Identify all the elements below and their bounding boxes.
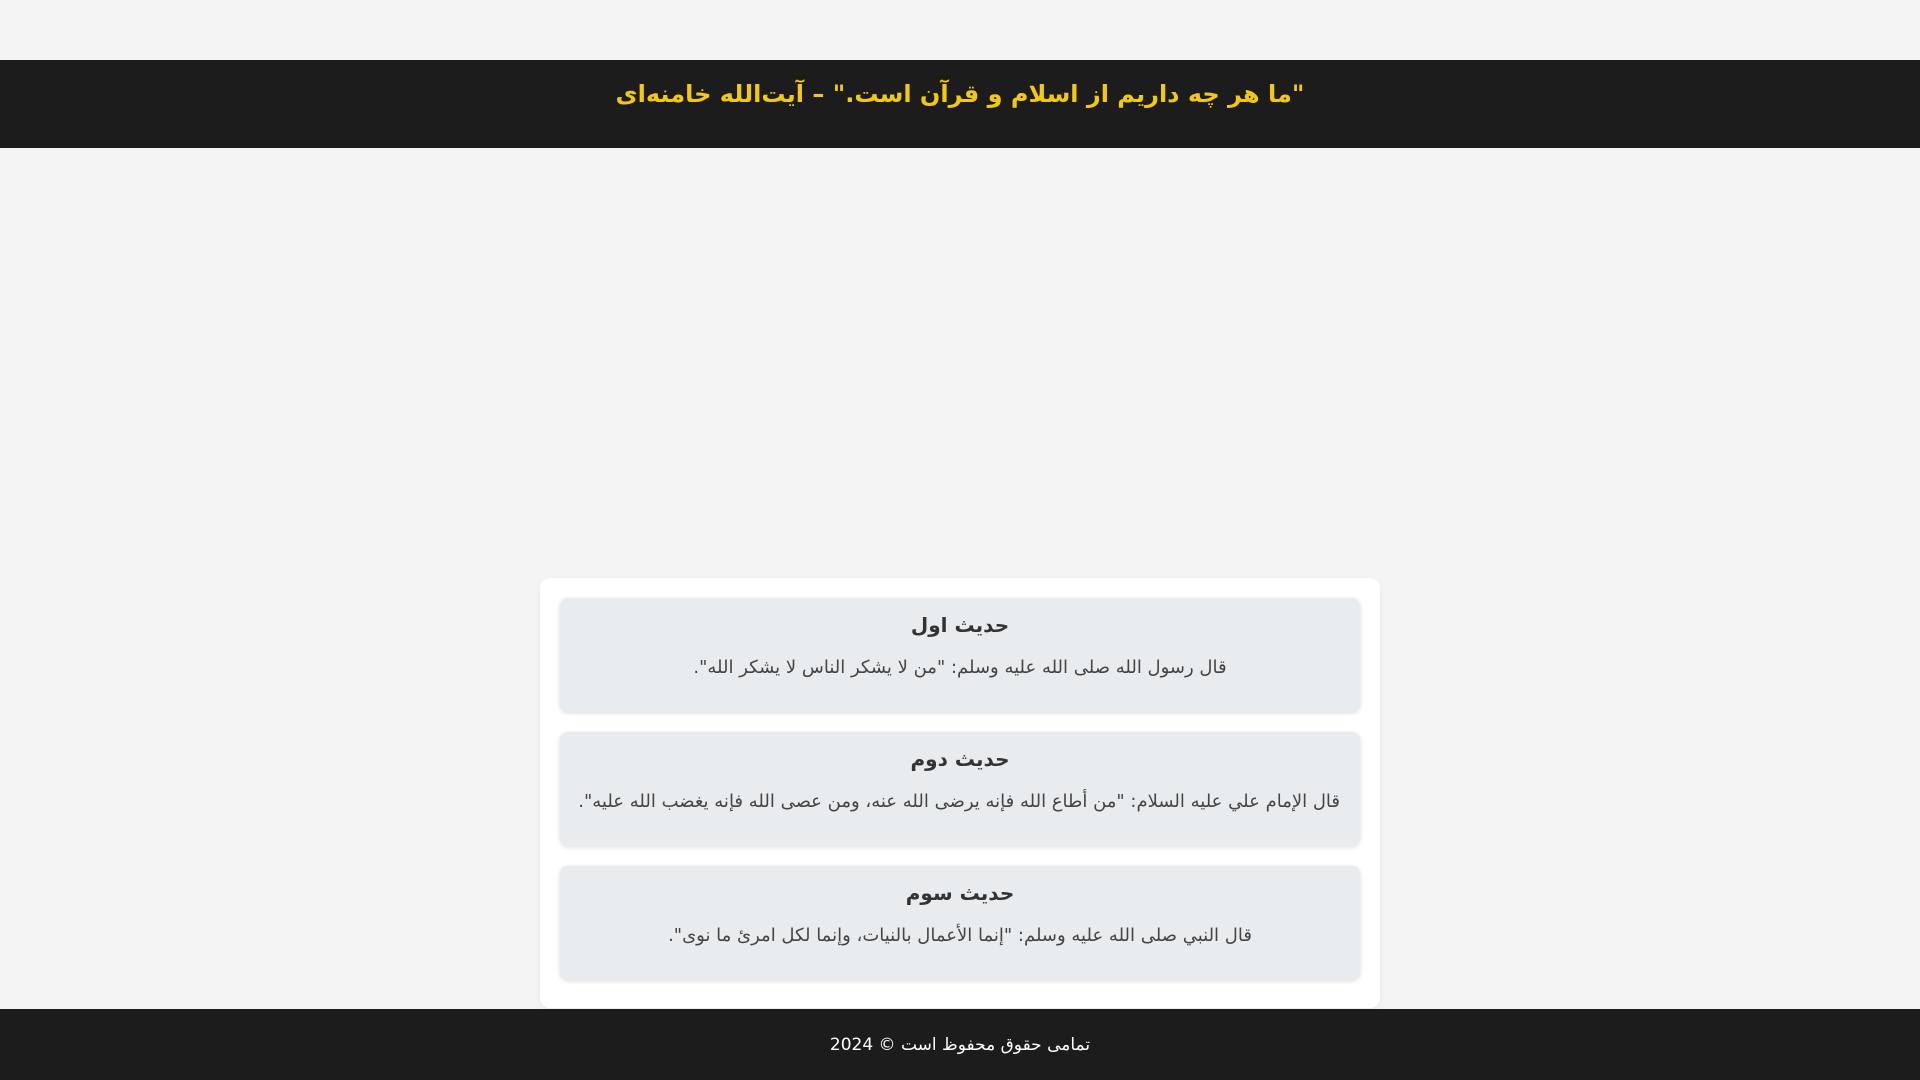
hadith-card-second (560, 732, 1360, 846)
hadith-text: قال رسول الله صلى الله عليه وسلم: "من لا يشكر الناس لا يشكر الله". (693, 657, 1227, 678)
header (0, 60, 1920, 148)
hadith-text: قال النبي صلى الله عليه وسلم: "إنما الأعمال بالنيات، وإنما لكل امرئ ما نوى". (668, 925, 1252, 946)
top-spacer (0, 0, 1920, 60)
hadith-title: حدیث دوم (910, 747, 1010, 771)
hadith-card-third (560, 866, 1360, 980)
hadith-text: قال الإمام علي عليه السلام: "من أطاع الله فإنه يرضى الله عنه، ومن عصى الله فإنه يغضب الله عليه". (578, 791, 1340, 812)
hadith-title: حدیث اول (910, 613, 1010, 637)
hadith-title: حدیث سوم (905, 881, 1015, 905)
footer (0, 1009, 1920, 1080)
header-quote: "ما هر چه داریم از اسلام و قرآن است." – آیت‌الله خامنه‌ای (615, 80, 1305, 108)
hadith-container (540, 578, 1380, 1008)
hadith-card-first (560, 598, 1360, 712)
footer-copyright: تمامی حقوق محفوظ است © 2024 (829, 1034, 1091, 1055)
